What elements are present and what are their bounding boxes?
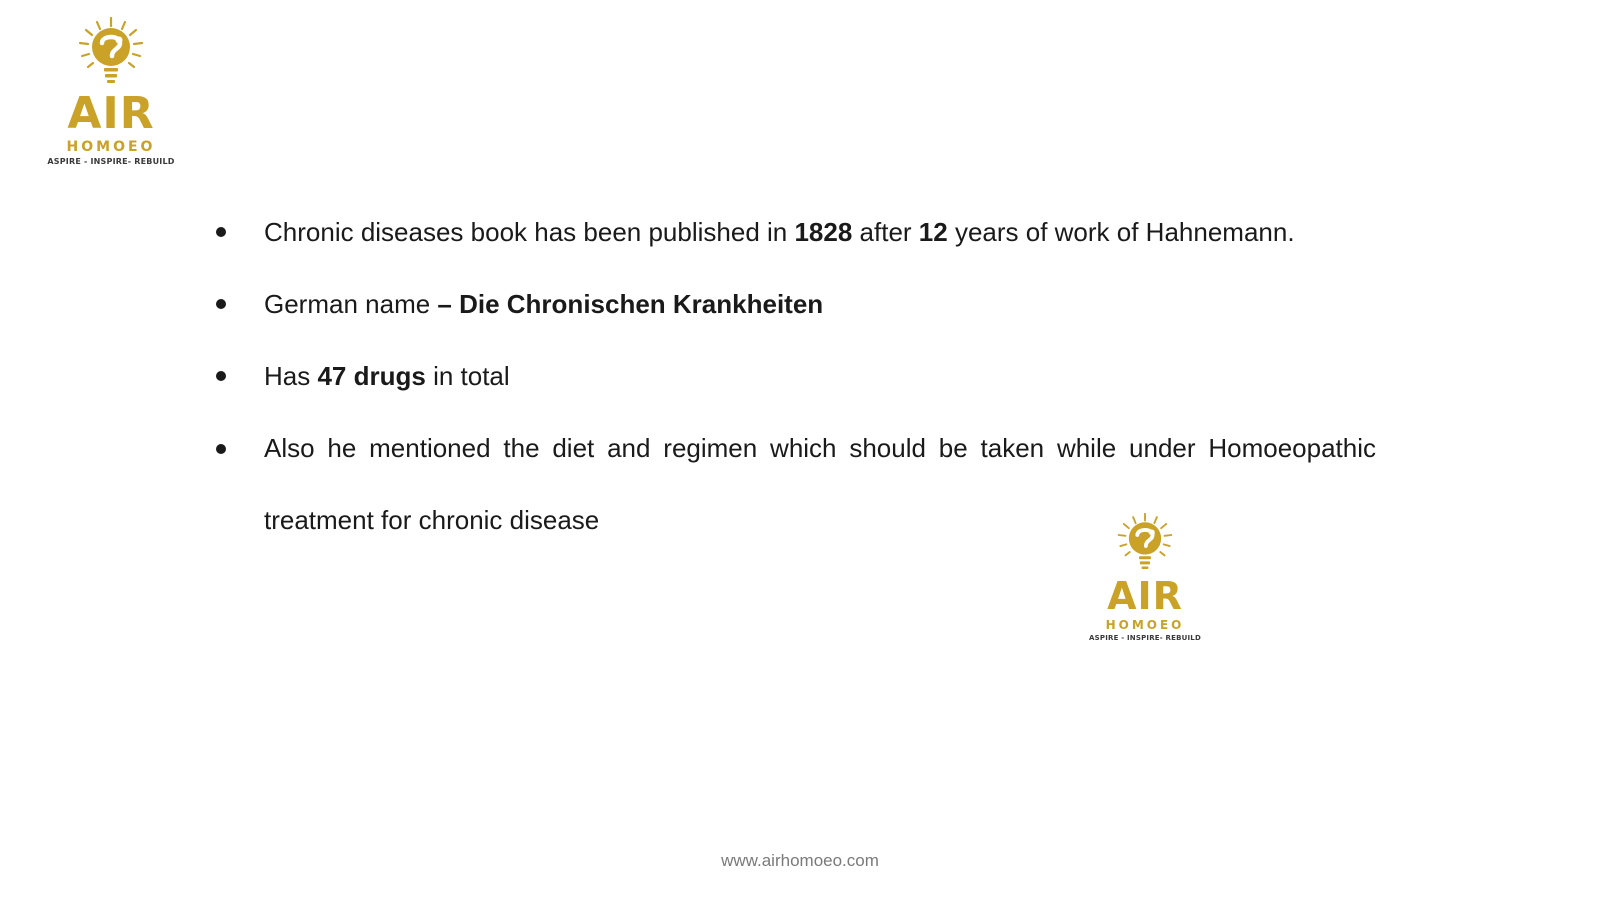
bullet-item-german-name [216,288,1376,320]
bullet-bold-drugs: 47 drugs [317,361,426,391]
bullet-dot-icon [216,444,226,454]
bullet-bold-year: 1828 [794,217,853,247]
bullet-bold-german-title: – Die Chronischen Krankheiten [437,289,824,319]
air-homoeo-logo-watermark [1090,512,1200,642]
bullet-text: German name [264,289,438,319]
footer-url[interactable]: www.airhomoeo.com [721,851,879,870]
bullet-item-diet-regimen [216,412,1376,556]
bullet-text: after [852,217,919,247]
bullet-list [216,216,1376,556]
lightbulb-question-icon [71,16,151,90]
brand-sub: HOMOEO [1105,618,1185,632]
brand-name: AIR [1107,574,1183,618]
bullet-text: years of work of Hahnemann. [947,217,1295,247]
brand-tagline: ASPIRE - INSPIRE- REBUILD [1089,634,1201,642]
bullet-bold-years: 12 [918,217,948,247]
brand-tagline: ASPIRE - INSPIRE- REBUILD [47,157,175,166]
bullet-dot-icon [216,227,226,237]
brand-sub: HOMOEO [66,139,156,155]
bullet-text: Also he mentioned the diet and regimen which should be taken while under Homoeopathic treatment for chronic disease [264,433,1376,535]
lightbulb-question-icon [1111,512,1179,575]
bullet-item-drugs [216,360,1376,392]
bullet-text: Has [264,361,318,391]
bullet-dot-icon [216,299,226,309]
bullet-text: in total [425,361,510,391]
air-homoeo-logo-top [46,16,176,166]
bullet-text: Chronic diseases book has been published in [264,217,795,247]
bullet-item-publication [216,216,1376,248]
bullet-dot-icon [216,371,226,381]
brand-name: AIR [67,88,155,139]
